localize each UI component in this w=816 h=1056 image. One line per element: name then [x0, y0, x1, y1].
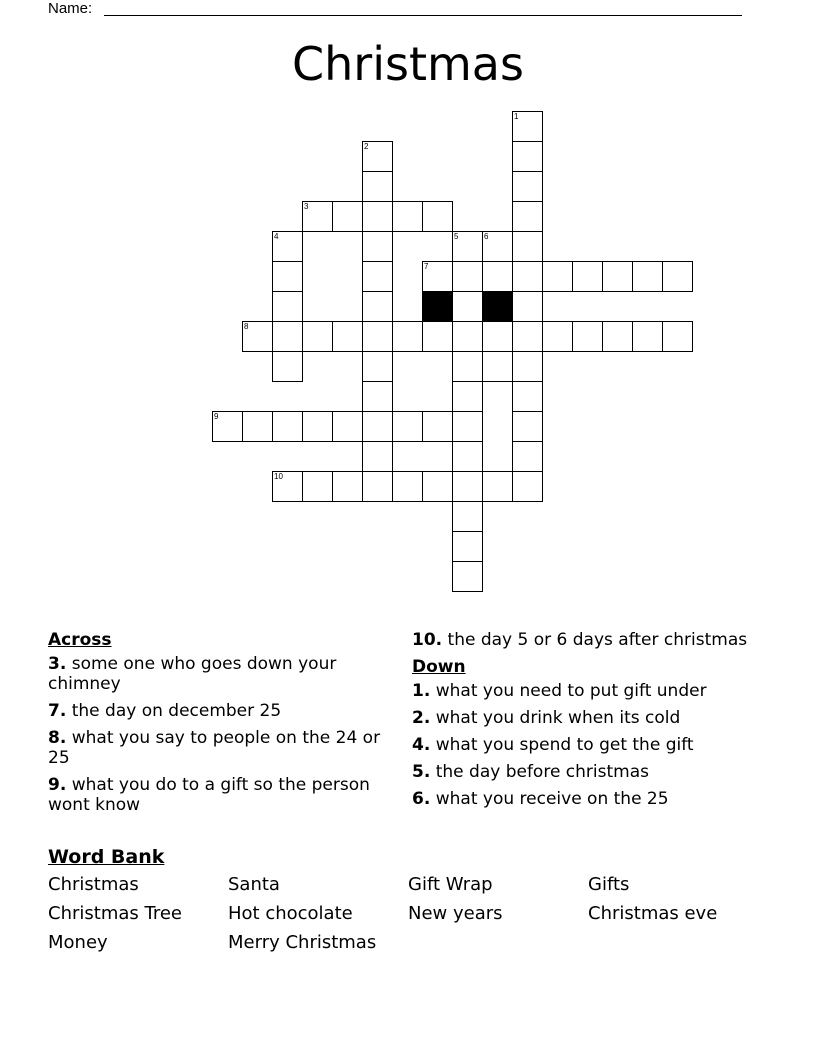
grid-cell[interactable] [242, 411, 273, 442]
grid-cell[interactable] [332, 321, 363, 352]
grid-cell[interactable] [392, 411, 423, 442]
across-clue: 8. what you say to people on the 24 or 25 [48, 728, 381, 768]
across-clue: 9. what you do to a gift so the person wont know [48, 775, 370, 815]
grid-cell[interactable] [572, 321, 603, 352]
grid-cell[interactable] [482, 231, 513, 262]
grid-cell[interactable] [452, 441, 483, 472]
grid-cell[interactable] [392, 471, 423, 502]
clue-text: some one who goes down your chimney [48, 654, 337, 694]
grid-cell[interactable] [362, 171, 393, 202]
grid-cell[interactable] [362, 411, 393, 442]
grid-cell[interactable] [512, 381, 543, 412]
grid-cell[interactable] [452, 531, 483, 562]
grid-cell[interactable] [452, 291, 483, 322]
grid-cell[interactable] [452, 471, 483, 502]
grid-cell[interactable] [452, 321, 483, 352]
clue-number: 4 [412, 735, 424, 755]
grid-cell[interactable] [452, 231, 483, 262]
clue-text: what you drink when its cold [435, 708, 681, 728]
grid-cell[interactable] [512, 411, 543, 442]
down-clue: 1. what you need to put gift under [412, 681, 707, 701]
grid-cell[interactable] [662, 261, 693, 292]
down-clue: 6. what you receive on the 25 [412, 789, 669, 809]
clue-text: what you receive on the 25 [435, 789, 669, 809]
grid-cell[interactable] [272, 471, 303, 502]
clue-text: the day 5 or 6 days after christmas [447, 630, 748, 650]
grid-cell[interactable] [512, 261, 543, 292]
name-label: Name: [48, 0, 93, 17]
grid-cell[interactable] [332, 471, 363, 502]
cell-number: 7 [424, 262, 429, 271]
grid-cell[interactable] [362, 471, 393, 502]
clue-number: 3 [48, 654, 60, 674]
cell-number: 5 [454, 232, 459, 241]
clue-number: 9 [48, 775, 60, 795]
grid-cell[interactable] [302, 471, 333, 502]
clue-number: 5 [412, 762, 424, 782]
grid-cell[interactable] [422, 471, 453, 502]
grid-cell[interactable] [572, 261, 603, 292]
grid-cell[interactable] [302, 321, 333, 352]
grid-cell[interactable] [362, 261, 393, 292]
down-clue: 2. what you drink when its cold [412, 708, 681, 728]
word-bank-item: Christmas Tree [48, 903, 182, 924]
grid-cell[interactable] [422, 261, 453, 292]
grid-cell[interactable] [602, 321, 633, 352]
cell-number: 2 [364, 142, 369, 151]
grid-cell[interactable] [212, 411, 243, 442]
clue-number: 1 [412, 681, 424, 701]
across-clue: 7. the day on december 25 [48, 701, 282, 721]
grid-cell[interactable] [422, 411, 453, 442]
across-clue: 3. some one who goes down your chimney [48, 654, 337, 694]
word-bank-item: Gifts [588, 874, 630, 895]
grid-cell[interactable] [272, 261, 303, 292]
grid-cell[interactable] [452, 561, 483, 592]
word-bank-item: Hot chocolate [228, 903, 353, 924]
word-bank-heading: Word Bank [48, 846, 165, 868]
grid-cell[interactable] [362, 381, 393, 412]
grid-cell[interactable] [632, 261, 663, 292]
page-title: Christmas [292, 37, 524, 91]
grid-cell[interactable] [392, 321, 423, 352]
grid-cell[interactable] [362, 351, 393, 382]
grid-cell[interactable] [422, 201, 453, 232]
clue-number: 7 [48, 701, 60, 721]
grid-cell[interactable] [482, 351, 513, 382]
word-bank-item: Merry Christmas [228, 932, 377, 953]
word-bank-item: Gift Wrap [408, 874, 493, 895]
grid-cell[interactable] [272, 291, 303, 322]
word-bank-item: Santa [228, 874, 280, 895]
down-clue: 4. what you spend to get the gift [412, 735, 694, 755]
grid-cell[interactable] [512, 471, 543, 502]
cell-number: 8 [244, 322, 249, 331]
grid-cell[interactable] [242, 321, 273, 352]
grid-cell[interactable] [452, 411, 483, 442]
down-clue: 5. the day before christmas [412, 762, 649, 782]
grid-cell[interactable] [302, 411, 333, 442]
grid-cell[interactable] [272, 411, 303, 442]
grid-cell[interactable] [512, 321, 543, 352]
cell-number: 9 [214, 412, 219, 421]
grid-cell[interactable] [362, 321, 393, 352]
clue-number: 2 [412, 708, 424, 728]
clue-number: 6 [412, 789, 424, 809]
clue-text: what you need to put gift under [435, 681, 707, 701]
grid-cell[interactable] [512, 291, 543, 322]
grid-cell[interactable] [392, 201, 423, 232]
grid-cell[interactable] [332, 201, 363, 232]
cell-number: 1 [514, 112, 519, 121]
word-bank-item: Christmas [48, 874, 139, 895]
clue-text: what you do to a gift so the person wont know [48, 775, 370, 815]
grid-cell[interactable] [512, 201, 543, 232]
grid-cell[interactable] [272, 351, 303, 382]
grid-cell[interactable] [362, 201, 393, 232]
grid-cell[interactable] [632, 321, 663, 352]
word-bank-item: Money [48, 932, 108, 953]
word-bank-item: Christmas eve [588, 903, 718, 924]
grid-cell[interactable] [332, 411, 363, 442]
grid-cell[interactable] [362, 291, 393, 322]
cell-number: 10 [274, 472, 283, 481]
grid-block [482, 291, 513, 322]
grid-cell[interactable] [482, 321, 513, 352]
grid-block [422, 291, 453, 322]
grid-cell[interactable] [452, 501, 483, 532]
clue-text: what you spend to get the gift [435, 735, 694, 755]
cell-number: 3 [304, 202, 309, 211]
clue-text: the day on december 25 [71, 701, 282, 721]
cell-number: 6 [484, 232, 489, 241]
cell-number: 4 [274, 232, 279, 241]
grid-cell[interactable] [422, 321, 453, 352]
clues-left-column [48, 630, 388, 822]
grid-cell[interactable] [272, 231, 303, 262]
grid-cell[interactable] [602, 261, 633, 292]
word-bank-item: New years [408, 903, 503, 924]
across-clue: 10. the day 5 or 6 days after christmas [412, 630, 748, 650]
grid-cell[interactable] [272, 321, 303, 352]
grid-cell[interactable] [362, 231, 393, 262]
grid-cell[interactable] [482, 261, 513, 292]
grid-cell[interactable] [542, 261, 573, 292]
grid-cell[interactable] [512, 171, 543, 202]
grid-cell[interactable] [512, 441, 543, 472]
grid-cell[interactable] [362, 141, 393, 172]
grid-cell[interactable] [512, 141, 543, 172]
clues-right-column [412, 630, 752, 816]
grid-cell[interactable] [452, 381, 483, 412]
clue-number: 8 [48, 728, 60, 748]
grid-cell[interactable] [482, 471, 513, 502]
grid-cell[interactable] [452, 261, 483, 292]
grid-cell[interactable] [512, 351, 543, 382]
down-heading: Down [412, 657, 466, 677]
grid-cell[interactable] [542, 321, 573, 352]
clue-text: what you say to people on the 24 or 25 [48, 728, 381, 768]
grid-cell[interactable] [452, 351, 483, 382]
grid-cell[interactable] [512, 111, 543, 142]
clue-number: 10 [412, 630, 436, 650]
across-heading: Across [48, 630, 112, 650]
clue-text: the day before christmas [435, 762, 649, 782]
grid-cell[interactable] [362, 441, 393, 472]
grid-cell[interactable] [302, 201, 333, 232]
grid-cell[interactable] [512, 231, 543, 262]
grid-cell[interactable] [662, 321, 693, 352]
